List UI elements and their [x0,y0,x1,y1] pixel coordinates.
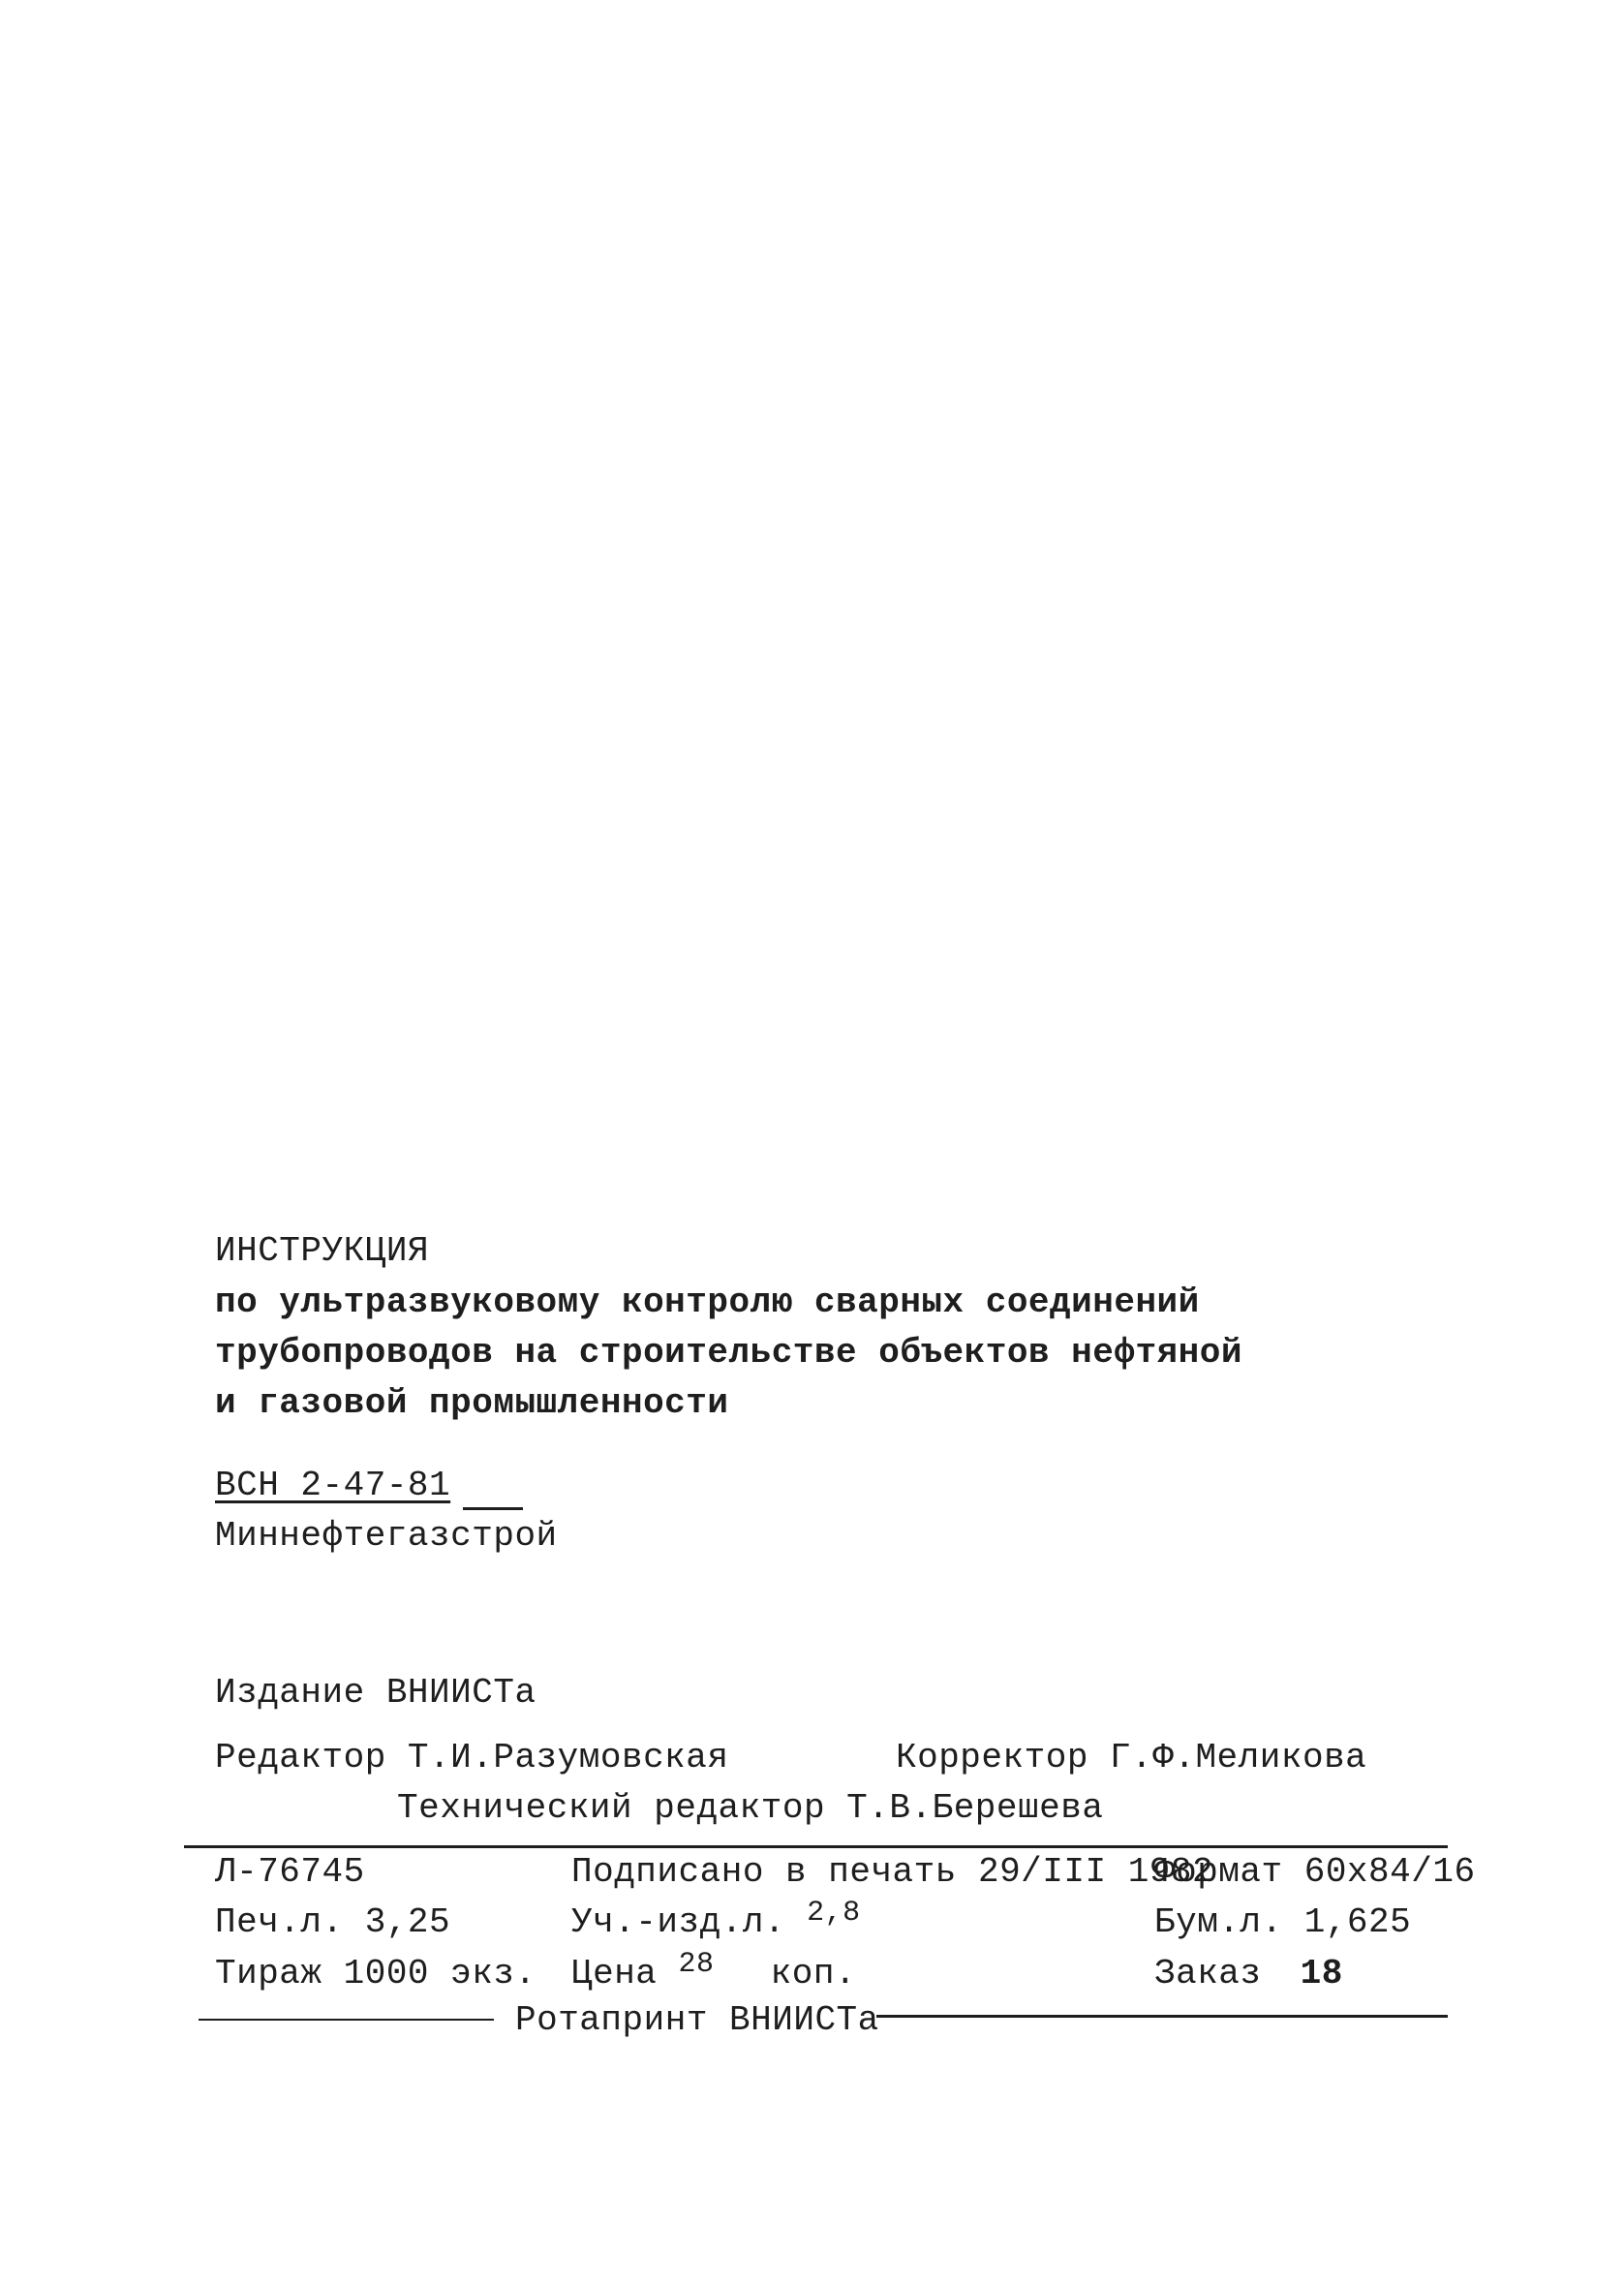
circulation: Тираж 1000 экз. [215,1954,536,1993]
standard-code: ВСН 2-47-81 [215,1466,451,1505]
underline-extension [463,1507,523,1510]
publication-code: Л-76745 [215,1852,365,1892]
price-label: Цена [571,1954,658,1993]
document-heading: ИНСТРУКЦИЯ [215,1231,430,1271]
title-line-3: и газовой промышленности [215,1383,729,1423]
paper-format: Формат 60х84/16 [1154,1852,1476,1892]
edu-sheets-label: Уч.-изд.л. [571,1902,786,1942]
print-sheets: Печ.л. 3,25 [215,1902,451,1942]
printer: Ротапринт ВНИИСТа [515,2000,879,2040]
corrector: Корректор Г.Ф.Меликова [896,1738,1367,1777]
editor: Редактор Т.И.Разумовская [215,1738,729,1777]
publisher: Издание ВНИИСТа [215,1673,536,1713]
edu-sheets-value: 2,8 [807,1897,861,1930]
order-value: 18 [1300,1954,1343,1993]
edu-sheets [571,1897,861,1944]
paper-sheets: Бум.л. 1,625 [1154,1902,1412,1942]
order-label: Заказ [1154,1954,1262,1993]
price-value: 28 [678,1948,715,1981]
imprint-bottom-rule-left [199,2019,494,2021]
title-line-2: трубопроводов на строительстве объектов нефтяной [215,1333,1242,1373]
imprint-top-rule [184,1845,1448,1848]
signed-for-print: Подписано в печать 29/III 1982 [571,1852,1214,1892]
price-unit: коп. [770,1954,857,1993]
price [571,1948,857,1995]
imprint-bottom-rule-right [876,2015,1448,2018]
ministry-name: Миннефтегазстрой [215,1516,558,1556]
order [1154,1955,1343,1993]
title-line-1: по ультразвуковому контролю сварных соединений [215,1283,1200,1322]
technical-editor: Технический редактор Т.В.Берешева [397,1788,1104,1828]
